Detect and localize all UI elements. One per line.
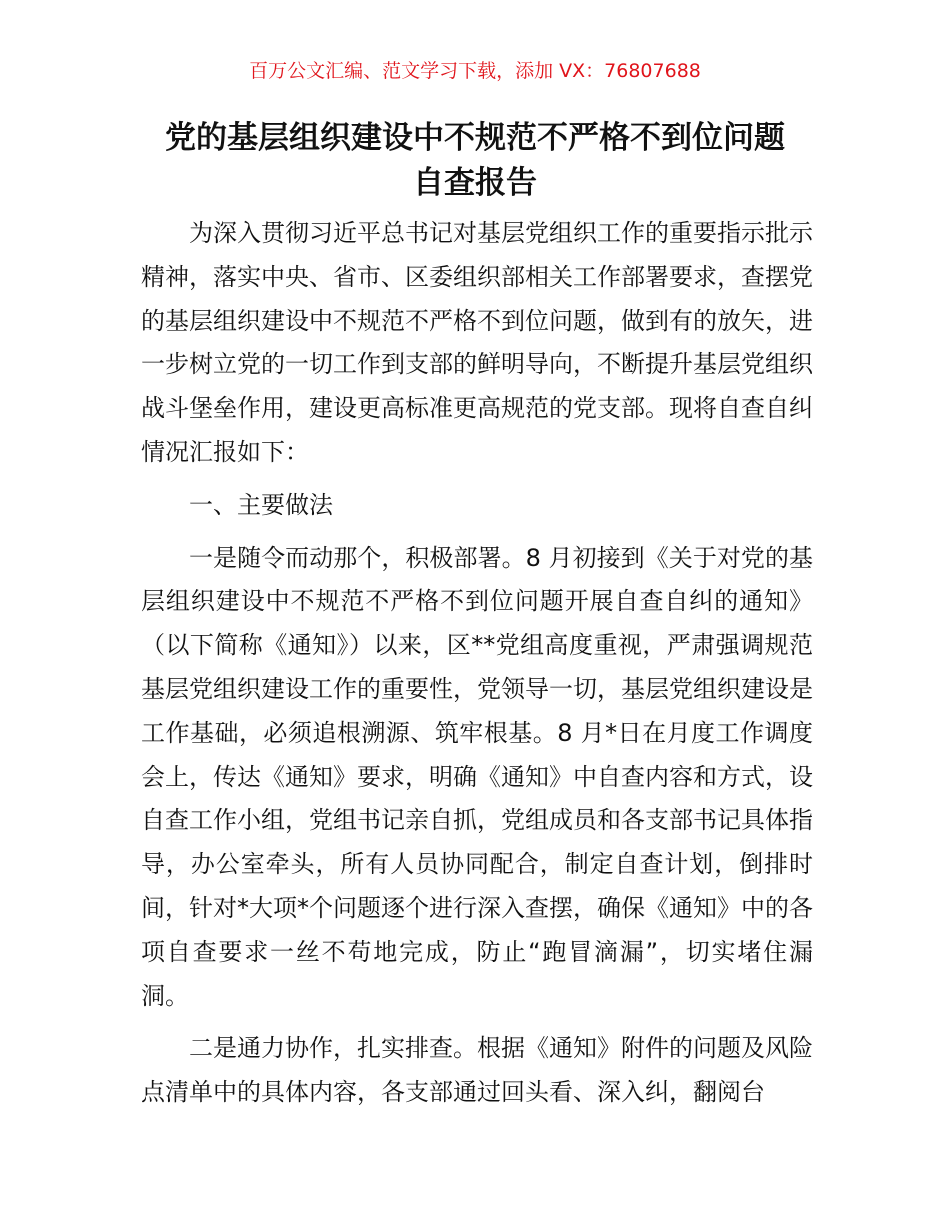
watermark-text: 百万公文汇编、范文学习下载，添加 VX：76807688 [249, 60, 701, 82]
paragraph-one: 一是随令而动那个，积极部署。8 月初接到《关于对党的基层组织建设中不规范不严格不到位问题开展自查自纠的通知》（以下简称《通知》）以来，区**党组高度重视，严肃强调规范基层党组织建设工作的重要性，党领导一切，基层党组织建设是工作基础，必须追根溯源、筑牢根基。8 月*日在月度工作调度会上，传达《通知》要求，明确《通知》中自查内容和方式，设自查工作小组，党组书记亲自抓，党组成员和各支部书记具体指导，办公室牵头，所有人员协同配合，制定自查计划，倒排时间，针对*大项*个问题逐个进行深入查摆，确保《通知》中的各项自查要求一丝不苟地完成，防止“跑冒滴漏”，切实堵住漏洞。 [141, 543, 813, 1010]
document-body [141, 212, 813, 1124]
section-heading: 一、主要做法 [189, 490, 333, 519]
intro-paragraph: 为深入贯彻习近平总书记对基层党组织工作的重要指示批示精神，落实中央、省市、区委组织部相关工作部署要求，查摆党的基层组织建设中不规范不严格不到位问题，做到有的放矢，进一步树立党的一切工作到支部的鲜明导向，不断提升基层党组织战斗堡垒作用，建设更高标准更高规范的党支部。现将自查自纠情况汇报如下： [141, 219, 813, 466]
title-line-1: 党的基层组织建设中不规范不严格不到位问题 [165, 120, 785, 156]
document-title [100, 116, 850, 206]
paragraph-two: 二是通力协作，扎实排查。根据《通知》附件的问题及风险点清单中的具体内容，各支部通过回头看、深入纠，翻阅台 [141, 1034, 813, 1107]
title-line-2: 自查报告 [413, 165, 537, 201]
